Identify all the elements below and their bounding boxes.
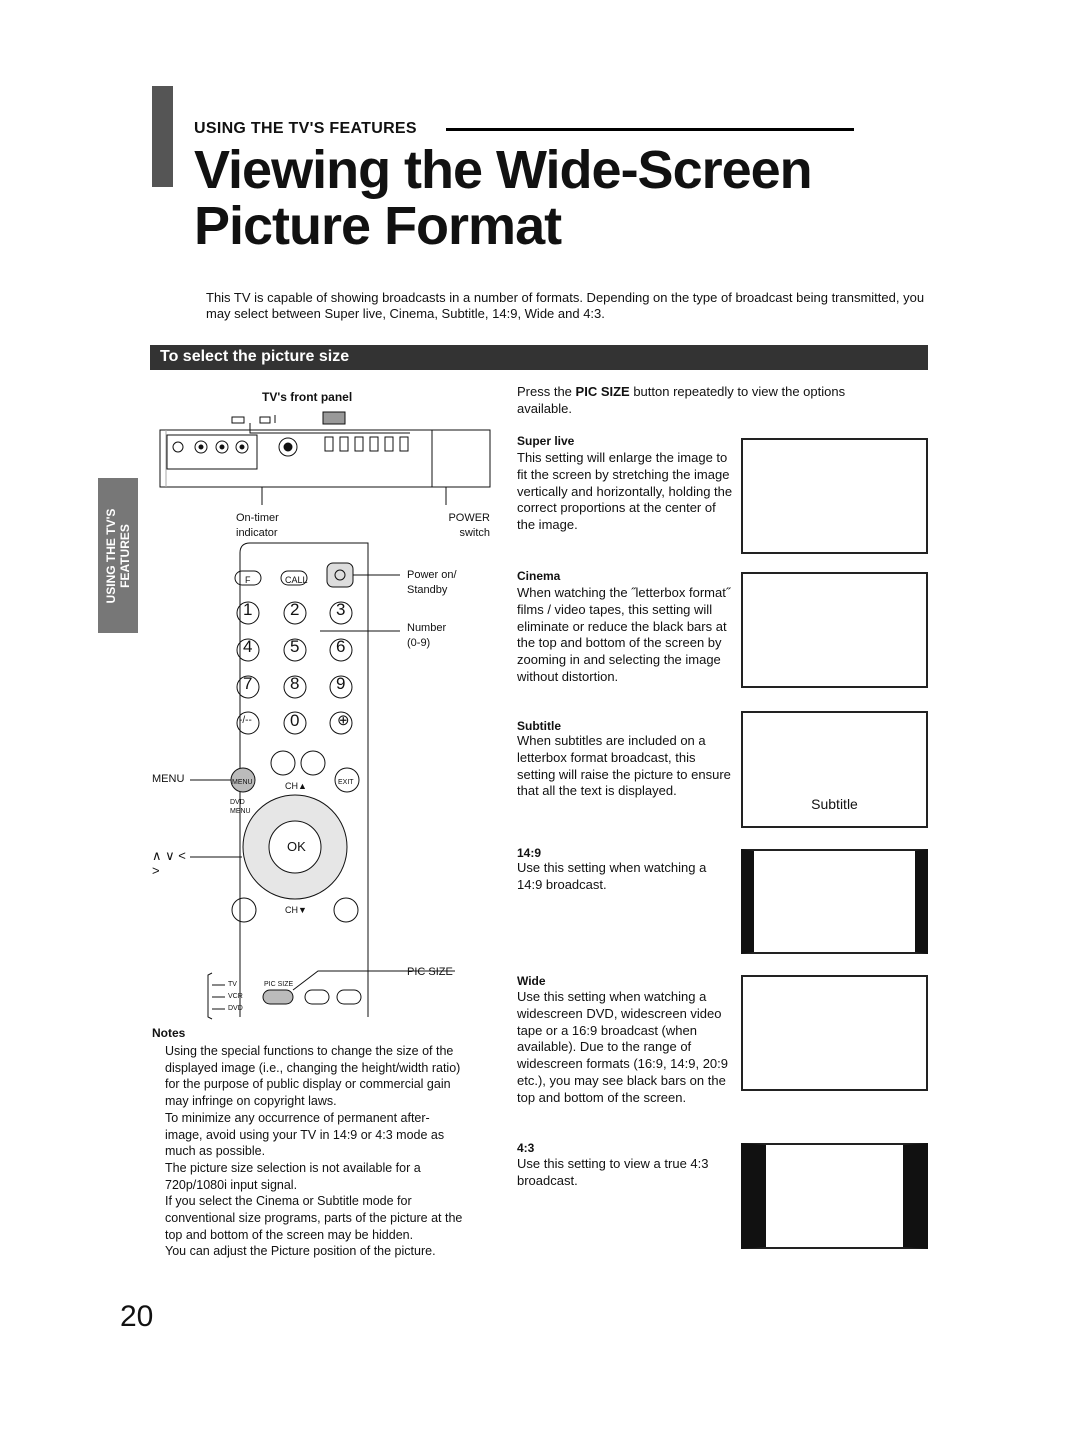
press-instruction	[517, 383, 897, 417]
remote-vcr-switch: VCR	[228, 993, 243, 1000]
on-timer-line-1: On-timer	[236, 512, 279, 524]
on-timer-label	[236, 511, 279, 541]
page-number: 20	[120, 1300, 154, 1333]
note-item: If you select the Cinema or Subtitle mode for conventional size programs, parts of the picture at the top and bottom of the screen may be hidden.	[165, 1194, 463, 1242]
key-7: 7	[243, 674, 253, 693]
screen-cinema	[741, 572, 928, 688]
screen-4-3	[741, 1143, 928, 1249]
notes-title: Notes	[152, 1026, 186, 1040]
power-line-2: switch	[459, 527, 490, 539]
subhead-title: To select the picture size	[160, 348, 350, 365]
av-input-block	[167, 435, 257, 469]
key-input: ⊕	[337, 712, 350, 729]
arrows-label: ∧ ∨ < >	[152, 848, 186, 878]
remote-tv-switch: TV	[228, 981, 237, 988]
key-9: 9	[336, 674, 346, 693]
press-bold: PIC SIZE	[575, 384, 630, 399]
key-5: 5	[290, 637, 300, 656]
option-desc-4-3: Use this setting to view a true 4:3 broadcast.	[517, 1156, 709, 1188]
option-title-cinema: Cinema	[517, 569, 561, 583]
on-timer-led	[232, 417, 244, 423]
page-title	[194, 142, 894, 254]
note-item: Using the special functions to change the size of the displayed image (i.e., changing the height/width ratio) for the purpose of public display or commercial gain may infringe on copyright laws.	[165, 1044, 461, 1109]
option-desc-wide: Use this setting when watching a widescreen DVD, widescreen video tape or a 16:9 broadcast (when available). Due to the range of widescreen formats (16:9, 14:9, 20:9 etc.), you may see black bars on the top and bottom of the screen.	[517, 989, 729, 1105]
option-desc-cinema: When watching the ˝letterbox format˝ films / video tapes, this setting will eliminate or reduce the black bars at the top and bottom of the screen by zooming in and selecting the image without distortion.	[517, 585, 731, 684]
side-tab-line-1: USING THE TV'S	[104, 508, 118, 603]
option-desc-super-live: This setting will enlarge the image to fit the screen by stretching the image vertically and horizontally, holding the correct proportions at the center of the image.	[517, 450, 733, 533]
note-item: The picture size selection is not available for a 720p/1080i input signal.	[165, 1160, 421, 1192]
key-3: 3	[336, 600, 346, 619]
option-desc-subtitle: When subtitles are included on a letterbox format broadcast, this setting will raise the picture to ensure that all the text is displayed.	[517, 733, 731, 799]
number-line-1: Number	[407, 622, 447, 634]
screen-subtitle	[741, 711, 928, 828]
option-title-wide: Wide	[517, 974, 546, 988]
remote-ok-button: OK	[287, 839, 306, 854]
notes-list	[165, 1043, 465, 1260]
press-after: button repeatedly to view the options available.	[517, 384, 846, 416]
number-label	[407, 621, 446, 651]
key-4: 4	[243, 637, 253, 656]
screen-14-9	[741, 849, 928, 954]
menu-label: MENU	[152, 773, 185, 785]
remote-f-button: F	[245, 575, 251, 585]
section-rule	[446, 128, 854, 131]
intro-paragraph: This TV is capable of showing broadcasts in a number of formats. Depending on the type of broadcast being transmitted, you may select between Super live, Cinema, Subtitle, 14:9, Wide and 4:3.	[206, 290, 925, 321]
number-line-2: (0-9)	[407, 637, 431, 649]
on-timer-line-2: indicator	[236, 527, 278, 539]
power-line-1: POWER	[448, 512, 490, 524]
option-title-super-live: Super live	[517, 434, 575, 448]
remote-menu-button: MENU	[232, 779, 253, 786]
remote-dvd-switch: DVD	[228, 1005, 243, 1012]
front-panel-label: TV's front panel	[262, 390, 353, 404]
option-desc-14-9: Use this setting when watching a 14:9 broadcast.	[517, 860, 707, 892]
title-line-2: Picture Format	[194, 196, 562, 256]
key-dash: -/--	[239, 715, 252, 726]
power-standby-label	[407, 568, 457, 598]
remote-ch-up: CH▲	[285, 781, 307, 791]
remote-call-button: CALL	[285, 575, 308, 585]
tv-remote-diagram	[150, 405, 500, 1025]
pic-size-button-shape	[263, 990, 293, 1004]
screen-wide	[741, 975, 928, 1091]
screen-super-live	[741, 438, 928, 554]
pic-size-label: PIC SIZE	[407, 966, 453, 978]
option-title-14-9: 14:9	[517, 846, 542, 860]
power-switch-label	[430, 511, 490, 541]
option-title-subtitle: Subtitle	[517, 719, 561, 733]
title-line-1: Viewing the Wide-Screen	[194, 140, 812, 200]
power-standby-line-1: Power on/	[407, 569, 457, 581]
header-decor-bar	[152, 86, 173, 187]
press-before: Press the	[517, 384, 576, 399]
side-tab-text	[104, 508, 132, 603]
remote-exit-button: EXIT	[338, 779, 354, 786]
key-0: 0	[290, 711, 300, 730]
option-title-4-3: 4:3	[517, 1141, 535, 1155]
key-6: 6	[336, 637, 346, 656]
key-8: 8	[290, 674, 300, 693]
key-1: 1	[243, 600, 253, 619]
note-item: You can adjust the Picture position of the picture.	[165, 1244, 436, 1259]
power-led	[323, 412, 345, 424]
remote-dvd-menu: DVD MENU	[230, 799, 251, 815]
note-item: To minimize any occurrence of permanent after-image, avoid using your TV in 14:9 or 4:3 mode as much as possible.	[165, 1110, 445, 1159]
remote-pic-size-button: PIC SIZE	[264, 981, 294, 988]
side-tab	[98, 478, 138, 633]
screen-subtitle-label: Subtitle	[811, 796, 858, 812]
side-tab-line-2: FEATURES	[118, 523, 132, 588]
remote-ch-down: CH▼	[285, 905, 307, 915]
section-label: USING THE TV'S FEATURES	[194, 120, 417, 137]
power-standby-line-2: Standby	[407, 584, 448, 596]
key-2: 2	[290, 600, 300, 619]
